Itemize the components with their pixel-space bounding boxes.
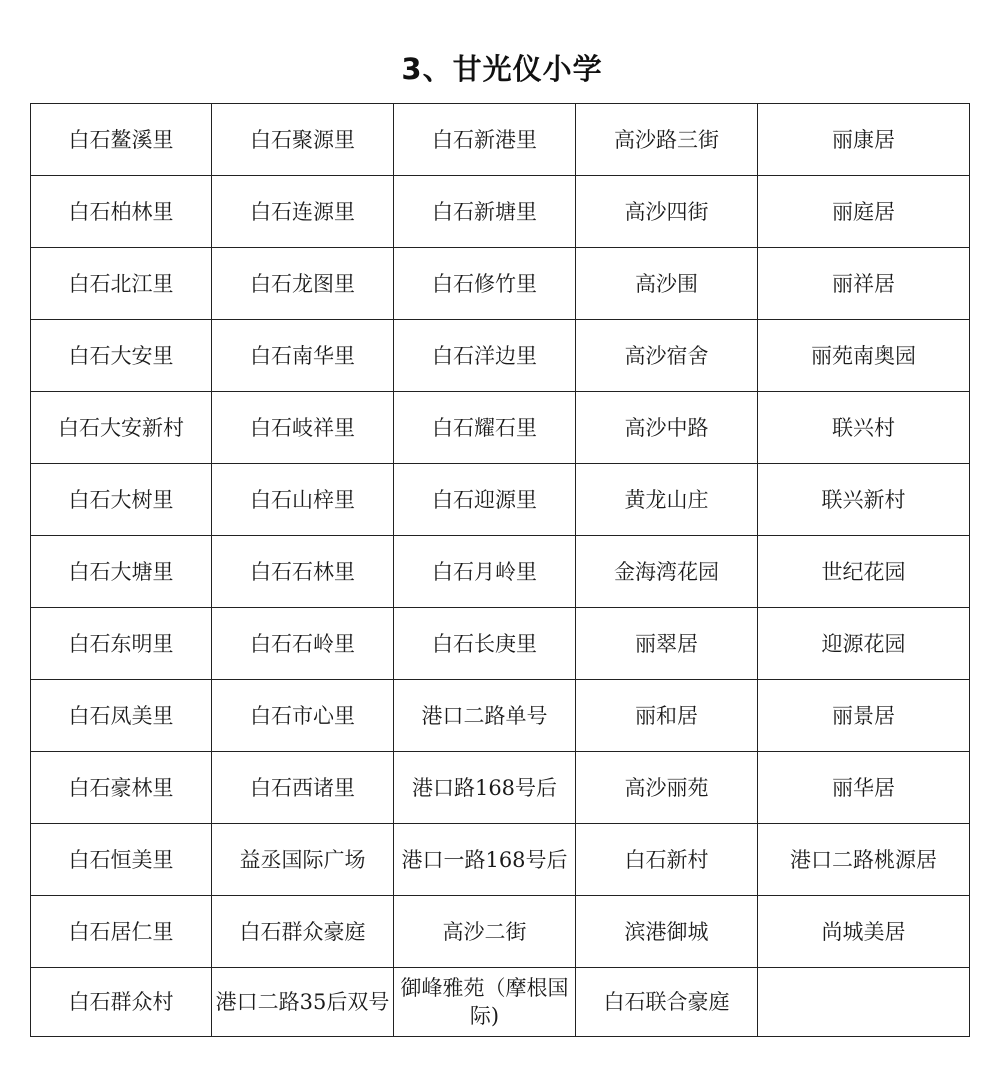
table-cell: 白石南华里: [212, 320, 394, 392]
table-cell: 港口二路单号: [394, 680, 576, 752]
page-title: 3、甘光仪小学: [401, 52, 603, 86]
table-cell: 白石新村: [576, 824, 758, 896]
table-cell: 白石连源里: [212, 176, 394, 248]
table-cell: 高沙路三街: [576, 104, 758, 176]
table-row: [31, 392, 970, 464]
table-cell: 高沙中路: [576, 392, 758, 464]
table-cell: 高沙丽苑: [576, 752, 758, 824]
table-cell: 丽祥居: [758, 248, 970, 320]
table-row: [31, 896, 970, 968]
table-cell: 白石东明里: [31, 608, 212, 680]
table-cell: 白石鳌溪里: [31, 104, 212, 176]
table-row: [31, 248, 970, 320]
table-cell: 白石月岭里: [394, 536, 576, 608]
table-cell: 白石石林里: [212, 536, 394, 608]
table-cell: 滨港御城: [576, 896, 758, 968]
table-row: [31, 464, 970, 536]
table-cell: 白石石岭里: [212, 608, 394, 680]
table-cell: 白石大安里: [31, 320, 212, 392]
table-cell: 白石凤美里: [31, 680, 212, 752]
table-cell: 联兴村: [758, 392, 970, 464]
table-cell: 白石大树里: [31, 464, 212, 536]
table-cell: 高沙围: [576, 248, 758, 320]
table-cell: 高沙宿舍: [576, 320, 758, 392]
table-cell: 白石聚源里: [212, 104, 394, 176]
table-cell: 白石市心里: [212, 680, 394, 752]
table-cell: 黄龙山庄: [576, 464, 758, 536]
table-cell: 白石豪林里: [31, 752, 212, 824]
table-cell: 尚城美居: [758, 896, 970, 968]
table-cell: 高沙四街: [576, 176, 758, 248]
table-row: [31, 176, 970, 248]
table-cell: 联兴新村: [758, 464, 970, 536]
table-row: [31, 680, 970, 752]
table-cell: 港口路168号后: [394, 752, 576, 824]
table-cell: 丽庭居: [758, 176, 970, 248]
table-cell: 白石居仁里: [31, 896, 212, 968]
table-cell: 白石大安新村: [31, 392, 212, 464]
table-cell: 白石龙图里: [212, 248, 394, 320]
table-cell: 御峰雅苑（摩根国际): [394, 968, 576, 1037]
table-cell: 白石西诸里: [212, 752, 394, 824]
table-cell: 世纪花园: [758, 536, 970, 608]
table-cell: 白石长庚里: [394, 608, 576, 680]
table-cell: 港口一路168号后: [394, 824, 576, 896]
empty-cell: [758, 968, 970, 1037]
table-row: [31, 752, 970, 824]
table-cell: 白石柏林里: [31, 176, 212, 248]
table-cell: 丽景居: [758, 680, 970, 752]
table-cell: 白石修竹里: [394, 248, 576, 320]
table-row: [31, 320, 970, 392]
table-cell: 白石大塘里: [31, 536, 212, 608]
table-cell: 丽和居: [576, 680, 758, 752]
table-cell: 白石恒美里: [31, 824, 212, 896]
table-cell: 白石耀石里: [394, 392, 576, 464]
table-cell: 港口二路35后双号: [212, 968, 394, 1037]
table-cell: 丽华居: [758, 752, 970, 824]
table-cell: 白石山梓里: [212, 464, 394, 536]
table-cell: 迎源花园: [758, 608, 970, 680]
table-cell: 白石新塘里: [394, 176, 576, 248]
table-cell: 白石迎源里: [394, 464, 576, 536]
table-row: [31, 968, 970, 1037]
table-cell: 白石群众豪庭: [212, 896, 394, 968]
table-row: [31, 608, 970, 680]
table-row: [31, 536, 970, 608]
table-cell: 丽翠居: [576, 608, 758, 680]
table-cell: 港口二路桃源居: [758, 824, 970, 896]
table-row: [31, 824, 970, 896]
table-cell: 白石北江里: [31, 248, 212, 320]
table-cell: 白石岐祥里: [212, 392, 394, 464]
table-cell: 白石新港里: [394, 104, 576, 176]
table-cell: 白石联合豪庭: [576, 968, 758, 1037]
table-cell: 白石洋边里: [394, 320, 576, 392]
table-cell: 高沙二街: [394, 896, 576, 968]
residential-area-table: [30, 103, 970, 1037]
table-row: [31, 104, 970, 176]
table-cell: 白石群众村: [31, 968, 212, 1037]
table-cell: 金海湾花园: [576, 536, 758, 608]
table-cell: 益丞国际广场: [212, 824, 394, 896]
table-cell: 丽苑南奥园: [758, 320, 970, 392]
table-cell: 丽康居: [758, 104, 970, 176]
